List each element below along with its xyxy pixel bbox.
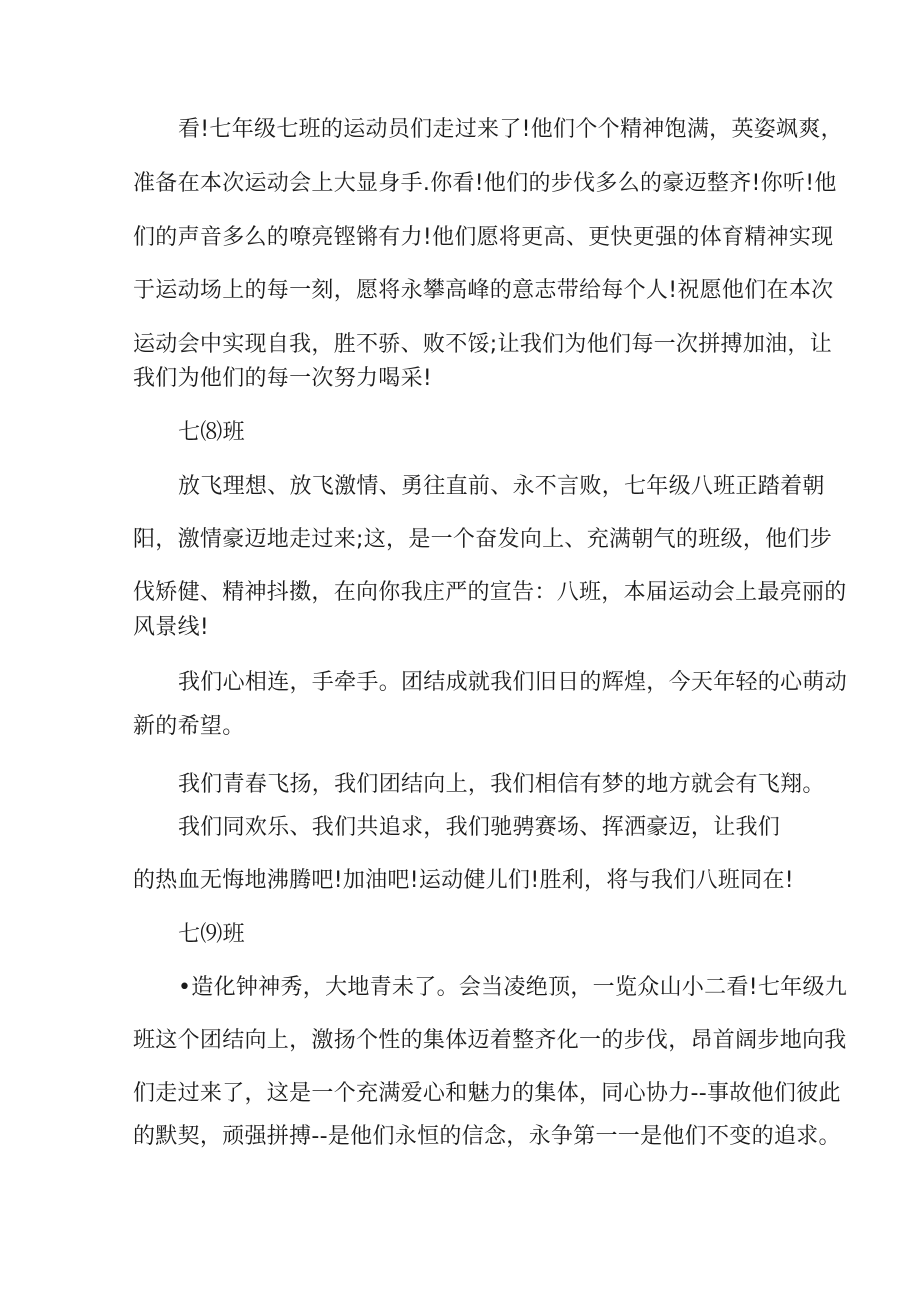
text-line: 风景线! [133,615,210,640]
text-line: 新的希望。 [133,714,245,739]
text-line: 于运动场上的每一刻，愿将永攀高峰的意志带给每个人!祝愿他们在本次 [133,278,834,303]
text-line: 我们心相连，手牵手。团结成就我们旧日的辉煌，今天年轻的心萌动 [178,670,848,695]
text-line: 我们同欢乐、我们共追求，我们驰骋赛场、挥洒豪迈，让我们 [178,815,781,840]
text-line: 们的声音多么的嘹亮铿锵有力!他们愿将更高、更快更强的体育精神实现 [133,225,834,250]
text-line: 阳，激情豪迈地走过来;这，是一个奋发向上、充满朝气的班级，他们步 [133,527,833,552]
text-line: 的默契，顽强拼搏--是他们永恒的信念，永争第一一是他们不变的追求。 [133,1124,841,1149]
text-line: 班这个团结向上，激扬个性的集体迈着整齐化一的步伐，昂首阔步地向我 [133,1028,847,1053]
text-line: 看!七年级七班的运动员们走过来了!他们个个精神饱满，英姿飒爽， [178,117,843,142]
text-line: 运动会中实现自我，胜不骄、败不馁;让我们为他们每一次拼搏加油，让 [133,332,833,357]
text-line: •造化钟神秀，大地青未了。会当凌绝顶，一览众山小二看!七年级九 [178,975,848,1000]
section-heading-class-9: 七⑼班 [178,922,245,947]
section-heading-class-8: 七⑻班 [178,420,245,445]
text-line: 们走过来了，这是一个充满爱心和魅力的集体，同心协力--事故他们彼此 [133,1081,841,1106]
text-line: 我们为他们的每一次努力喝采! [133,366,433,391]
text-line: 的热血无悔地沸腾吧!加油吧!运动健儿们!胜利，将与我们八班同在! [133,868,794,893]
text-line: 准备在本次运动会上大显身手.你看!他们的步伐多么的豪迈整齐!你听!他 [133,171,837,196]
text-line: 伐矫健、精神抖擞，在向你我庄严的宣告：八班，本届运动会上最亮丽的 [133,580,847,605]
text-line: 放飞理想、放飞激情、勇往直前、永不言败，七年级八班正踏着朝 [178,474,825,499]
text-line: 我们青春飞扬，我们团结向上，我们相信有梦的地方就会有飞翔。 [178,772,825,797]
